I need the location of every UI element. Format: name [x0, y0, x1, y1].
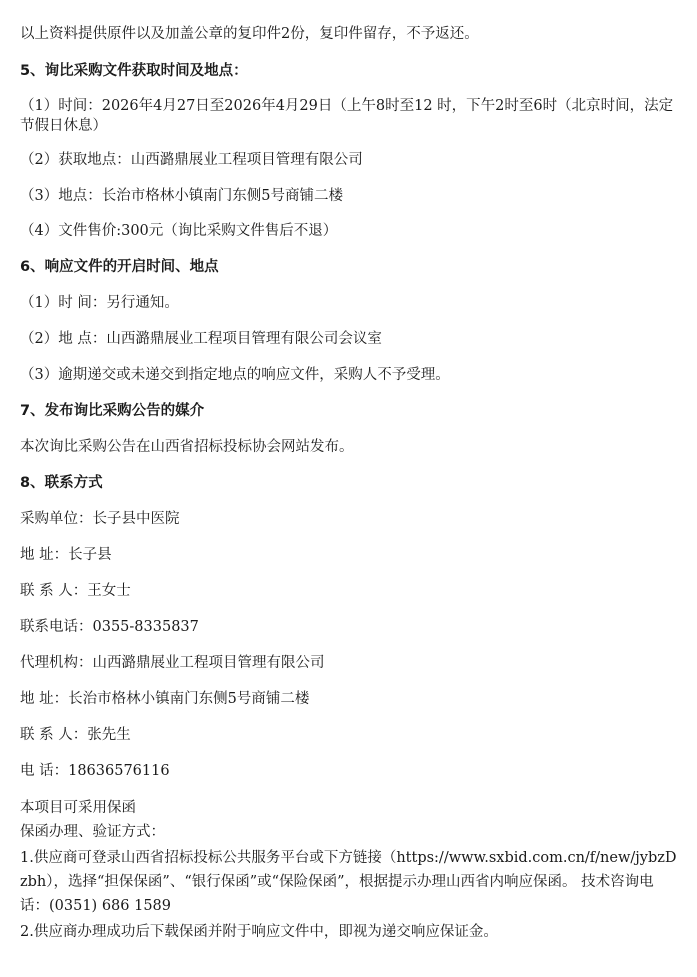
section7-heading: 7、发布询比采购公告的媒介 — [20, 403, 205, 419]
buyer-contact: 联 系 人：王女士 — [20, 583, 131, 599]
section7-body: 本次询比采购公告在山西省招标投标协会网站发布。 — [20, 439, 354, 455]
agency-address: 地 址：长治市格林小镇南门东侧5号商铺二楼 — [20, 691, 310, 707]
guarantee-step1: 1.供应商可登录山西省招标投标公共服务平台或下方链接（https://www.sxbid.com.cn/f/new/jybzDzbh），选择“担保保函”、“银行保函”或“保险保函”，根据提示办理山西省内响应保函。 技术咨询电话：(0351) 686 1589 — [20, 850, 677, 914]
buyer-address: 地 址：长子县 — [20, 547, 112, 563]
guarantee-step2: 2.供应商办理成功后下载保函并附于响应文件中，即视为递交响应保证金。 — [20, 924, 498, 940]
section8-heading: 8、联系方式 — [20, 475, 103, 491]
section6-late: （3）逾期递交或未递交到指定地点的响应文件，采购人不予受理。 — [20, 367, 450, 383]
section6-heading: 6、响应文件的开启时间、地点 — [20, 259, 219, 275]
section5-price: （4）文件售价:300元（询比采购文件售后不退） — [20, 223, 338, 239]
section5-place: （2）获取地点：山西潞鼎展业工程项目管理有限公司 — [20, 152, 363, 168]
buyer-name: 采购单位：长子县中医院 — [20, 511, 180, 527]
guarantee-intro: 本项目可采用保函 — [20, 800, 136, 816]
section5-heading: 5、询比采购文件获取时间及地点： — [20, 63, 248, 79]
guarantee-method-title: 保函办理、验证方式： — [20, 824, 165, 840]
section5-time: （1）时间：2026年4月27日至2026年4月29日（上午8时至12 时，下午2时至6时（北京时间，法定节假日休息） — [20, 98, 674, 134]
agency-contact: 联 系 人：张先生 — [20, 727, 131, 743]
agency-name: 代理机构：山西潞鼎展业工程项目管理有限公司 — [20, 655, 325, 671]
section6-place: （2）地 点：山西潞鼎展业工程项目管理有限公司会议室 — [20, 331, 382, 347]
section6-time: （1）时 间：另行通知。 — [20, 295, 179, 311]
agency-phone: 电 话：18636576116 — [20, 763, 170, 779]
buyer-phone: 联系电话：0355-8335837 — [20, 619, 199, 635]
intro-line: 以上资料提供原件以及加盖公章的复印件2份，复印件留存，不予返还。 — [20, 26, 479, 42]
section5-address: （3）地点：长治市格林小镇南门东侧5号商铺二楼 — [20, 188, 343, 204]
